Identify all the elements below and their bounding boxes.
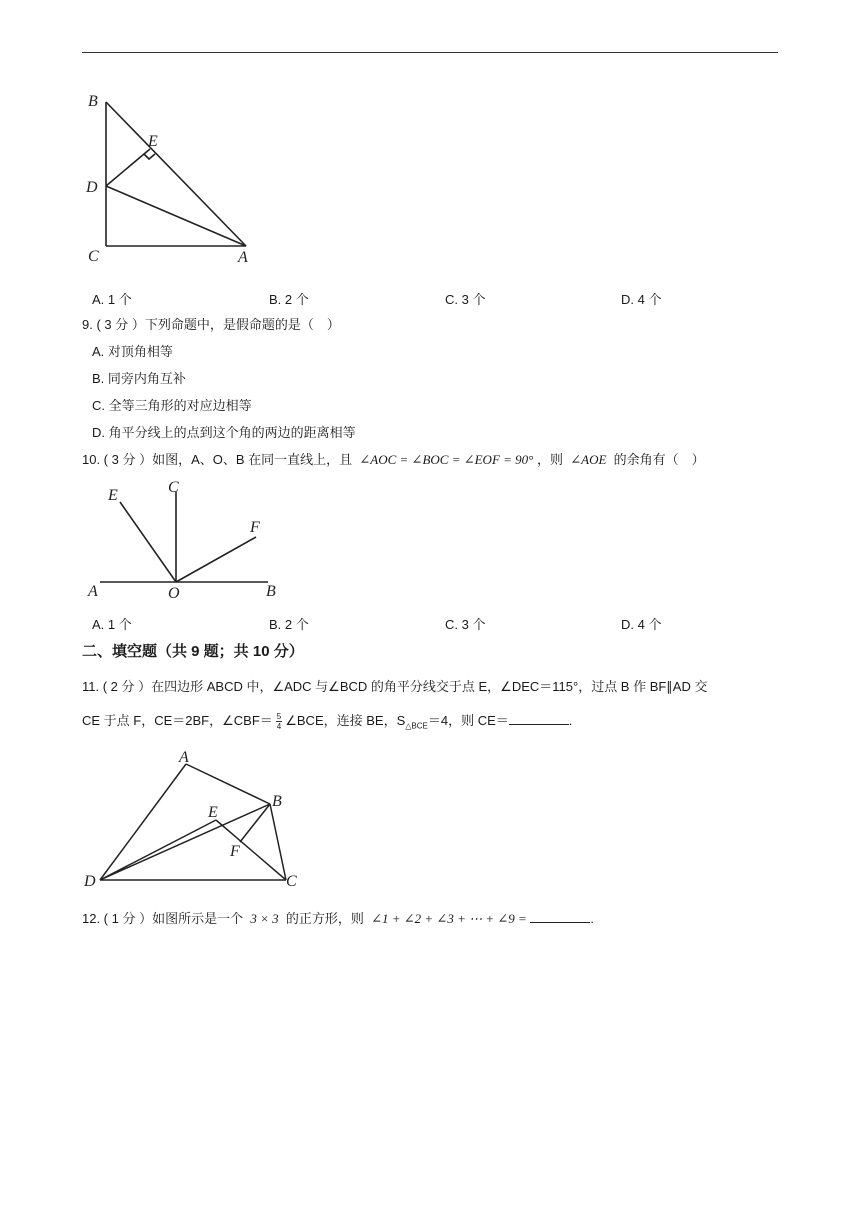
q9-choice-d[interactable]: D. 角平分线上的点到这个角的两边的距离相等 (92, 425, 356, 440)
q10-stem-suffix: 的余角有（ ） (613, 452, 705, 467)
q8-label-b: B (88, 93, 98, 110)
q10-figure (82, 474, 292, 604)
q8-label-d: D (86, 179, 98, 196)
q12-answer-blank[interactable] (530, 910, 590, 923)
q9-stem: 9. ( 3 分 ）下列命题中，是假命题的是（ ） (82, 317, 340, 332)
q9-choice-b[interactable]: B. 同旁内角互补 (92, 371, 186, 386)
q10-label-e: E (108, 487, 118, 504)
q8-option-b[interactable]: B. 2 个 (269, 292, 309, 307)
q11-label-f: F (230, 843, 240, 860)
q10-options (92, 614, 792, 632)
q10-stem (82, 451, 705, 469)
q8-option-d[interactable]: D. 4 个 (621, 292, 662, 307)
section-title: 二、填空题（共 9 题；共 10 分） (82, 643, 304, 660)
q10-label-f: F (250, 519, 260, 536)
q11-line2-a: CE 于点 F，CE＝2BF，∠CBF＝ (82, 713, 273, 728)
q10-option-c[interactable]: C. 3 个 (445, 617, 486, 632)
q9-choice-c[interactable]: C. 全等三角形的对应边相等 (92, 398, 252, 413)
q10-stem-math2: ∠AOE (570, 452, 607, 467)
header-rule (82, 52, 778, 53)
q11-fraction (276, 712, 282, 731)
q12-math2: ∠1 + ∠2 + ∠3 + ⋯ + ∠9 = (371, 911, 527, 926)
q10-stem-mid: ，则 (536, 452, 563, 467)
q8-label-c: C (88, 248, 99, 265)
q8-label-e: E (148, 133, 158, 150)
q10-stem-prefix: 10. ( 3 分 ）如图，A、O、B 在同一直线上，且 (82, 452, 353, 467)
q12-math1: 3 × 3 (250, 911, 279, 926)
q11-label-e: E (208, 804, 218, 821)
q10-label-o: O (168, 585, 180, 602)
q8-option-c[interactable]: C. 3 个 (445, 292, 486, 307)
q10-label-c: C (168, 479, 179, 496)
q8-options (92, 289, 792, 307)
q11-frac-num: 5 (276, 712, 282, 722)
q12-stem (82, 910, 594, 928)
q11-label-a: A (179, 749, 189, 766)
q10-option-d[interactable]: D. 4 个 (621, 617, 662, 632)
q10-option-a[interactable]: A. 1 个 (92, 617, 132, 632)
q11-line2-c: ＝4，则 CE＝ (427, 713, 509, 728)
q12-end: . (590, 911, 595, 926)
q11-label-c: C (286, 873, 297, 890)
q11-sub: △BCE (405, 721, 428, 731)
q12-prefix: 12. ( 1 分 ）如图所示是一个 (82, 911, 244, 926)
q10-label-a: A (88, 583, 98, 600)
q11-label-d: D (84, 873, 96, 890)
q9-choice-a[interactable]: A. 对顶角相等 (92, 344, 173, 359)
q10-option-b[interactable]: B. 2 个 (269, 617, 309, 632)
q8-option-a[interactable]: A. 1 个 (92, 292, 132, 307)
q11-line1: 11. ( 2 分 ）在四边形 ABCD 中，∠ADC 与∠BCD 的角平分线交于点 E，∠DEC＝115°，过点 B 作 BF∥AD 交 (82, 679, 708, 694)
q11-line2-b: ∠BCE，连接 BE，S (285, 713, 406, 728)
q8-figure (82, 88, 272, 273)
q11-label-b: B (272, 793, 282, 810)
q11-answer-blank[interactable] (509, 712, 569, 725)
q11-figure (82, 748, 312, 893)
q11-line2 (82, 712, 572, 736)
q11-frac-den: 4 (276, 722, 282, 732)
q11-line2-end: . (568, 713, 573, 728)
q12-mid: 的正方形，则 (285, 911, 364, 926)
q8-label-a: A (238, 249, 248, 266)
q10-label-b: B (266, 583, 276, 600)
q10-stem-math: ∠AOC = ∠BOC = ∠EOF = 90° (359, 452, 534, 467)
